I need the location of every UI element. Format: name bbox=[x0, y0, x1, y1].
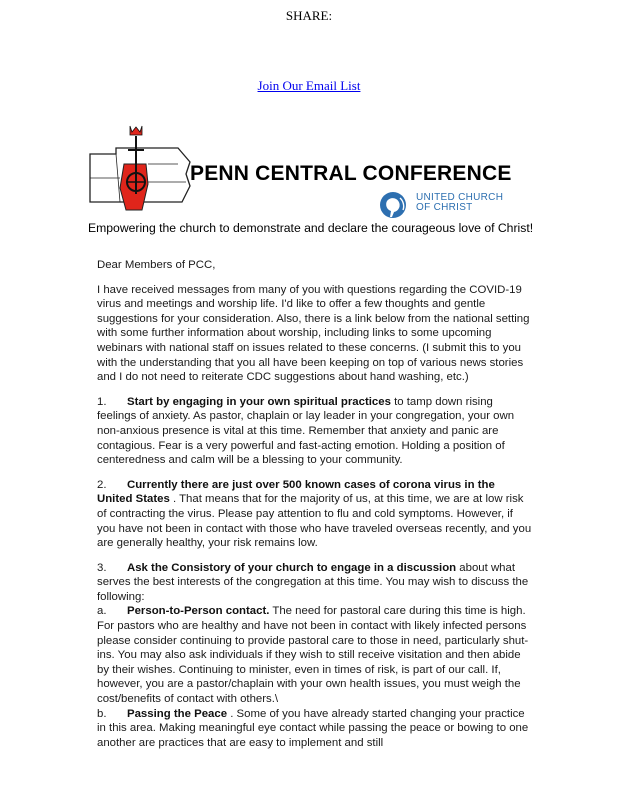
intro-paragraph: I have received messages from many of you with questions regarding the COVID-19 virus and meetings and worship life. I'd like to offer a few thoughts and gentle suggestions for your consideration. Also, there is a link below from the national setting with some further information about worship, including links to some upcoming webinars with national staff on issues related to these concerns. (I submit this to you with the understanding that you all have been keeping on top of various news stories and I do not need to reiterate CDC suggestions about hand washing, etc.) bbox=[97, 283, 530, 384]
sub-item-letter: a. bbox=[97, 605, 107, 618]
join-email-list-link[interactable]: Join Our Email List bbox=[257, 78, 361, 93]
conference-name: PENN CENTRAL CONFERENCE bbox=[190, 162, 512, 185]
item-number: 1. bbox=[97, 395, 107, 408]
list-item-3 bbox=[97, 561, 532, 605]
letter-body bbox=[97, 258, 532, 750]
greeting: Dear Members of PCC, bbox=[97, 259, 216, 271]
item-number: 3. bbox=[97, 561, 107, 574]
sub-item-heading: Person-to-Person contact. bbox=[127, 605, 270, 618]
share-label: SHARE: bbox=[285, 8, 333, 23]
item-heading: Currently there are just over 500 known cases of corona virus in the United States bbox=[97, 478, 495, 506]
sub-item-letter: b. bbox=[97, 707, 107, 720]
sub-item-text: The need for pastoral care during this time is high. For pastors who are healthy and have not been in contact with likely infected persons please consider continuing to provide pastoral care to those in need, particularly shut-ins. You may also ask individuals if they wish to still receive visitation and then abide by their wishes. Continuing to minister, even in times of risk, is part of our call. If, however, you are a pastor/chaplain with your own health issues, you must weigh the cost/benefits of contact with others.\ bbox=[97, 605, 529, 706]
item-number: 2. bbox=[97, 478, 107, 491]
item-text: . That means that for the majority of us, at this time, we are at low risk of contracting the virus. Please pay attention to flu and cold symptoms. However, if you have not been in contact with those who have traveled overseas recently, and you are generally healthy, your risk remains low. bbox=[97, 493, 532, 550]
ucc-wordmark bbox=[416, 193, 503, 213]
sub-item-a bbox=[97, 604, 532, 706]
ucc-line-2: OF CHRIST bbox=[416, 202, 473, 213]
pennsylvania-map-logo-icon bbox=[86, 124, 206, 222]
item-heading: Ask the Consistory of your church to engage in a discussion bbox=[127, 561, 457, 574]
item-text: about what serves the best interests of the congregation at this time. You may wish to discuss the following: bbox=[97, 561, 529, 603]
item-heading: Start by engaging in your own spiritual practices bbox=[127, 395, 391, 408]
list-item-1 bbox=[97, 395, 532, 468]
sub-item-heading: Passing the Peace bbox=[127, 707, 228, 720]
item-text: to tamp down rising feelings of anxiety. As pastor, chaplain or lay leader in your congregation, your own non-anxious presence is vital at this time. Remember that anxiety and panic are contagious. Fear is a very powerful and fast-acting emotion. Holding a position of centeredness and calm will be a blessing to your community. bbox=[97, 395, 515, 467]
ucc-comma-logo-icon bbox=[378, 190, 414, 220]
sub-item-b bbox=[97, 707, 532, 751]
email-list-link-container bbox=[0, 78, 618, 94]
tagline: Empowering the church to demonstrate and declare the courageous love of Christ! bbox=[88, 221, 534, 235]
list-item-2 bbox=[97, 478, 532, 551]
sub-item-text: . Some of you have already started changing your practice in this area. Making meaningful eye contact while passing the peace or bowing to one another are practices that are easy to implement and still bbox=[97, 707, 529, 749]
ucc-line-1: UNITED CHURCH bbox=[416, 192, 504, 203]
conference-banner bbox=[86, 124, 536, 244]
